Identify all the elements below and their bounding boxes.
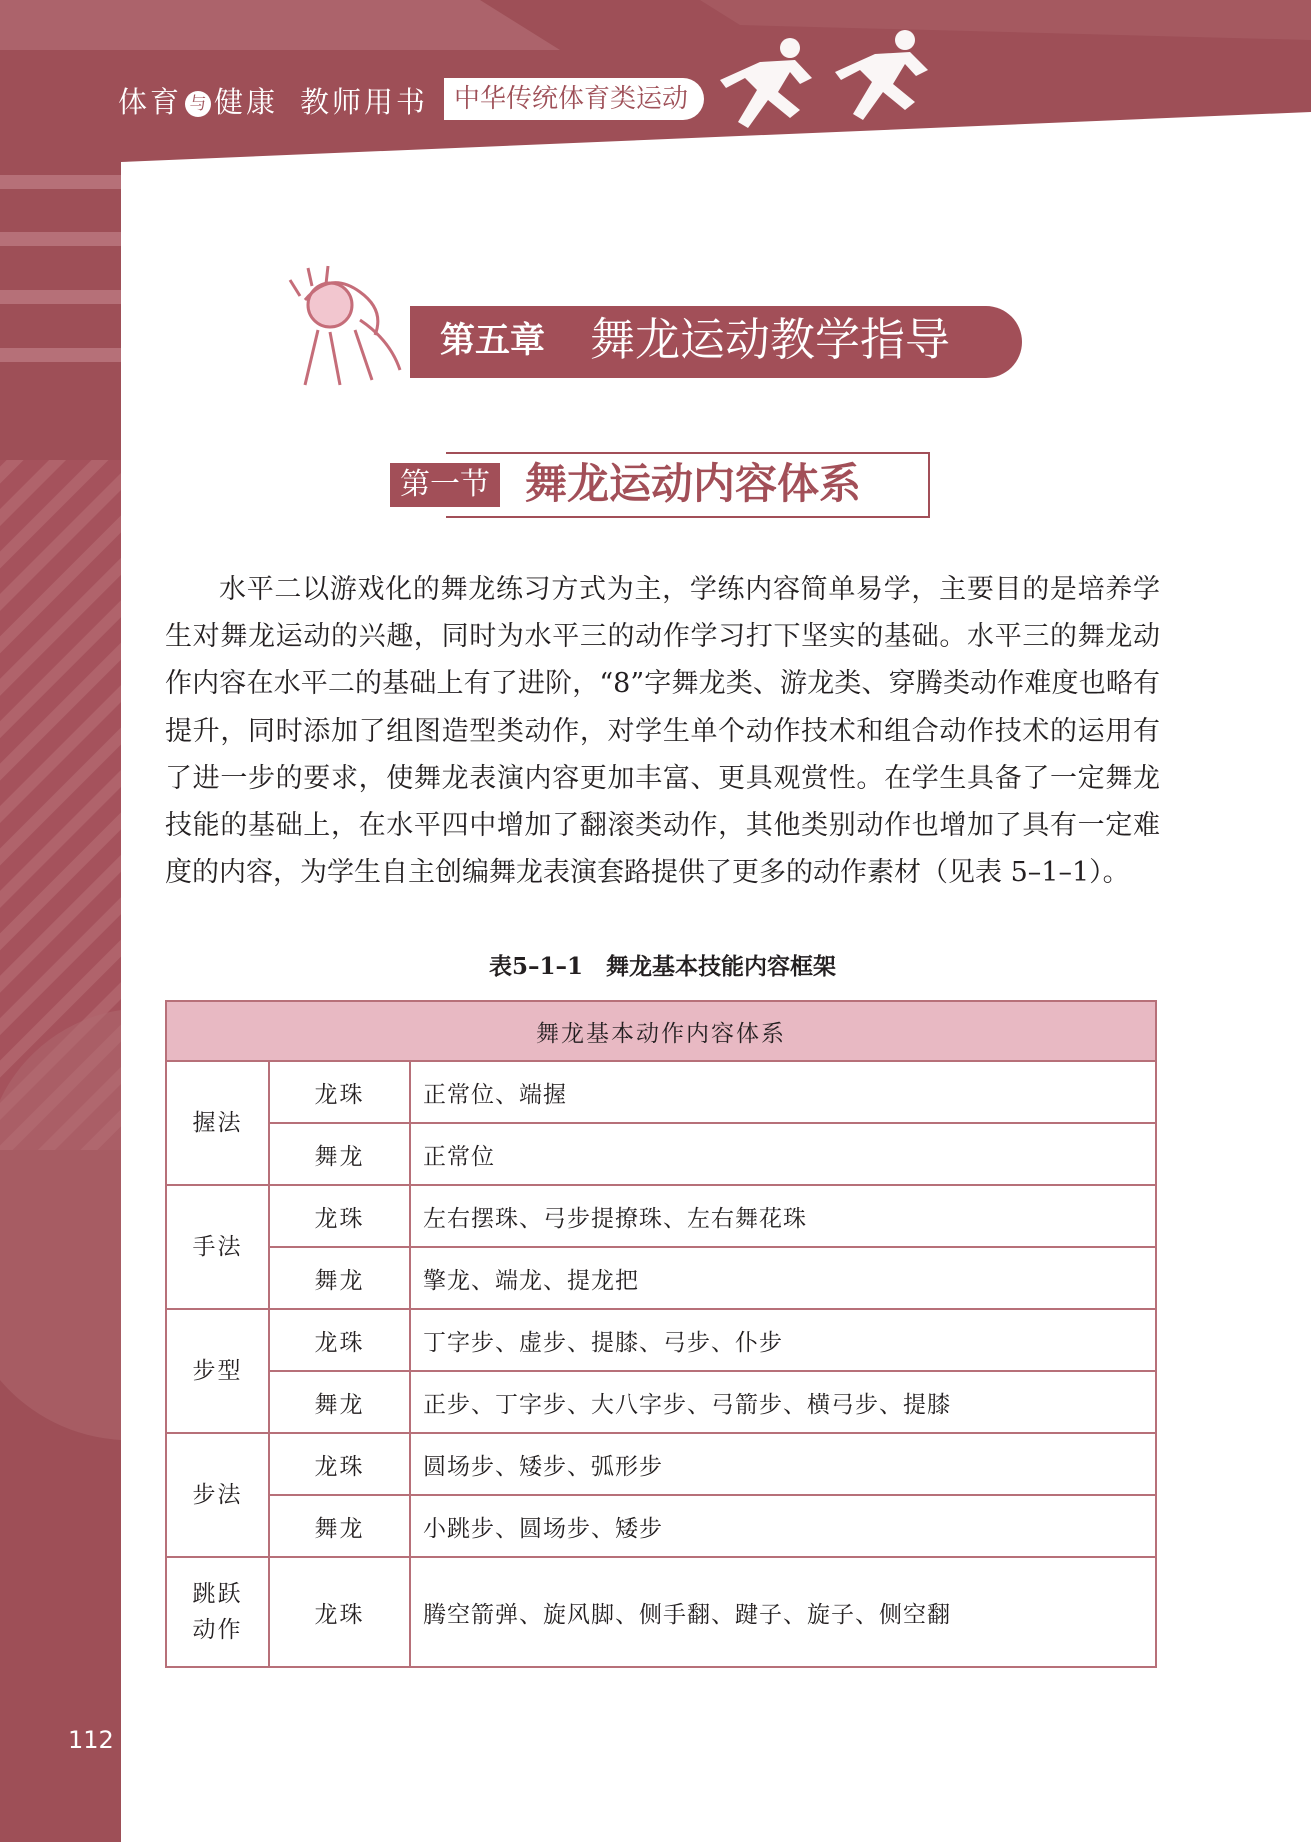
table-header-row	[166, 1001, 1156, 1061]
section-title: 舞龙运动内容体系	[525, 459, 862, 508]
page-number: 112	[68, 1726, 114, 1754]
table-category: 手法	[166, 1185, 269, 1309]
table-category: 步型	[166, 1309, 269, 1433]
table-role: 舞龙	[269, 1247, 410, 1309]
table-items: 腾空箭弹、旋风脚、侧手翻、踺子、旋子、侧空翻	[410, 1557, 1156, 1667]
table-role: 龙珠	[269, 1557, 410, 1667]
table-category: 握法	[166, 1061, 269, 1185]
table-items: 左右摆珠、弓步提撩珠、左右舞花珠	[410, 1185, 1156, 1247]
table-category-line2: 动作	[192, 1617, 243, 1643]
and-mark: 与	[185, 91, 211, 117]
chapter-label: 第五章	[440, 321, 546, 361]
table-role: 龙珠	[269, 1061, 410, 1123]
dragon-dance-illustration	[290, 266, 400, 385]
table-items: 擎龙、端龙、提龙把	[410, 1247, 1156, 1309]
edition-label: 教师用书	[300, 85, 429, 119]
table-items: 正常位、端握	[410, 1061, 1156, 1123]
table-items: 正常位	[410, 1123, 1156, 1185]
table-role: 舞龙	[269, 1371, 410, 1433]
book-title-part1: 体育	[118, 85, 183, 119]
table-category	[166, 1557, 269, 1667]
table-row	[166, 1309, 1156, 1371]
table-role: 舞龙	[269, 1495, 410, 1557]
skills-table	[165, 1000, 1157, 1668]
table-row	[166, 1371, 1156, 1433]
chapter-title: 舞龙运动教学指导	[590, 313, 951, 366]
table-header: 舞龙基本动作内容体系	[166, 1001, 1156, 1061]
table-role: 龙珠	[269, 1185, 410, 1247]
body-paragraph: 水平二以游戏化的舞龙练习方式为主，学练内容简单易学，主要目的是培养学生对舞龙运动的兴趣，同时为水平三的动作学习打下坚实的基础。水平三的舞龙动作内容在水平二的基础上有了进阶，“8”字舞龙类、游龙类、穿腾类动作难度也略有提升，同时添加了组图造型类动作，对学生单个动作技术和组合动作技术的运用有了进一步的要求，使舞龙表演内容更加丰富、更具观赏性。在学生具备了一定舞龙技能的基础上，在水平四中增加了翻滚类动作，其他类别动作也增加了具有一定难度的内容，为学生自主创编舞龙表演套路提供了更多的动作素材（见表 5–1–1）。	[165, 574, 1160, 889]
table-caption: 表5–1–1 舞龙基本技能内容框架	[488, 953, 836, 980]
table-items: 丁字步、虚步、提膝、弓步、仆步	[410, 1309, 1156, 1371]
table-items: 正步、丁字步、大八字步、弓箭步、横弓步、提膝	[410, 1371, 1156, 1433]
table-row	[166, 1495, 1156, 1557]
section-label: 第一节	[390, 463, 500, 507]
table-row	[166, 1061, 1156, 1123]
table-role: 舞龙	[269, 1123, 410, 1185]
table-row	[166, 1123, 1156, 1185]
table-category-line1: 跳跃	[192, 1581, 243, 1607]
table-role: 龙珠	[269, 1433, 410, 1495]
table-row	[166, 1247, 1156, 1309]
table-row	[166, 1433, 1156, 1495]
series-badge: 中华传统体育类运动	[444, 78, 704, 120]
table-items: 小跳步、圆场步、矮步	[410, 1495, 1156, 1557]
book-title-part2: 健康	[214, 85, 279, 119]
table-category: 步法	[166, 1433, 269, 1557]
table-row	[166, 1185, 1156, 1247]
table-role: 龙珠	[269, 1309, 410, 1371]
table-row	[166, 1557, 1156, 1667]
book-title	[118, 80, 428, 121]
table-items: 圆场步、矮步、弧形步	[410, 1433, 1156, 1495]
